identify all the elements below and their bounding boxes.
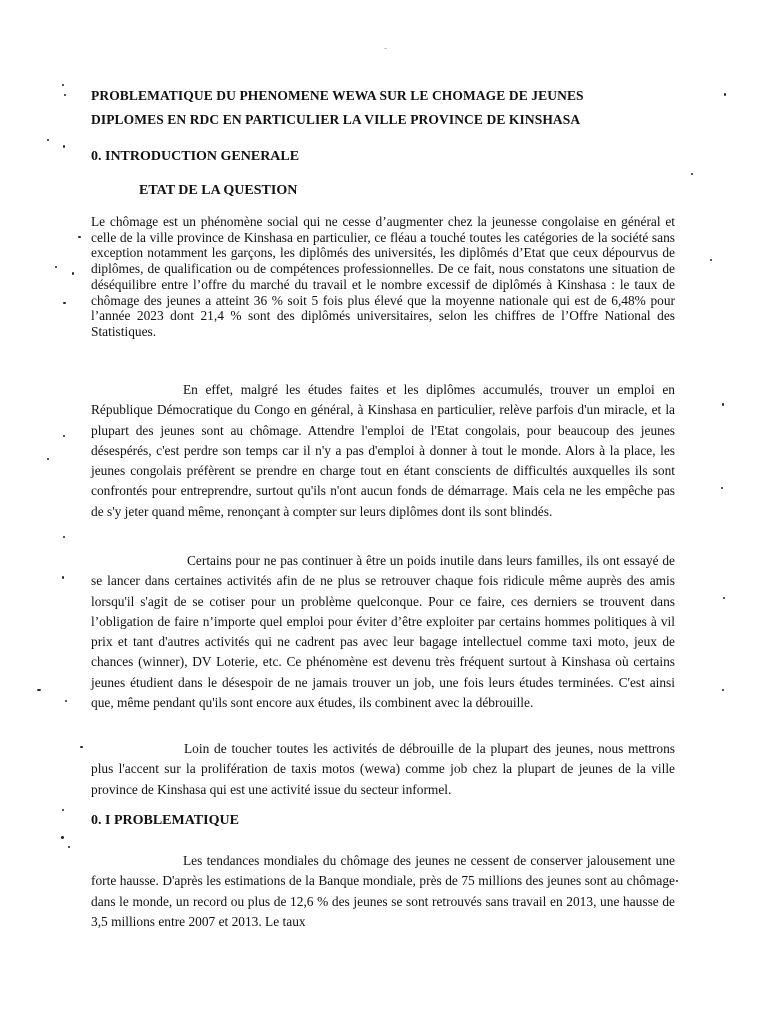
- scan-speck: [80, 746, 83, 748]
- scan-speck: [72, 272, 74, 275]
- scan-speck: [62, 809, 64, 811]
- paragraph-chomage-intro: Le chômage est un phénomène social qui ne cesse d’augmenter chez la jeunesse congolaise en général et celle de la ville province de Kinshasa en particulier, ce fléau a touché toutes les catégories de la société sans exception notamment les garçons, les diplômés des universités, les diplômés d’Etat que ceux dépourvus de diplômes, de qualification ou de compétences professionnelles. De ce fait, nous constatons une situation de déséquilibre entre l’offre du marché du travail et le nombre excessif de diplômés à Kinshasa : le taux de chômage des jeunes a atteint 36 % soit 5 fois plus élevé que la moyenne nationale qui est de 6,48% pour l’année 2023 dont 21,4 % sont des diplômés universitaires, selon les chiffres de l’Offre National des Statistiques.: [91, 214, 675, 339]
- paragraph-en-effet: En effet, malgré les études faites et les diplômes accumulés, trouver un emploi en République Démocratique du Congo en général, à Kinshasa en particulier, relève parfois d'un miracle, et la plupart des jeunes sont au chômage. Attendre l'emploi de l'Etat congolais, pour beaucoup des jeunes désespérés, c'est perdre son temps car il n'y a pas d'emploi à donner à tout le monde. Alors à la place, les jeunes congolais préfèrent se prendre en charge tout en étant conscients de difficultés auxquelles ils sont confrontés pour entreprendre, surtout qu'ils n'ont aucun fonds de démarrage. Mais cela ne les empêche pas de s'y jeter quand même, renonçant à compter sur leurs diplômes dont ils sont blindés.: [91, 382, 675, 519]
- scan-speck: [47, 458, 49, 460]
- scan-speck: [47, 139, 49, 141]
- document-title-line-2: DIPLOMES EN RDC EN PARTICULIER LA VILLE PROVINCE DE KINSHASA: [91, 112, 581, 127]
- scan-speck: [691, 173, 693, 175]
- scan-speck: [721, 487, 723, 489]
- document-title-line-1: PROBLEMATIQUE DU PHENOMENE WEWA SUR LE CHOMAGE DE JEUNES: [91, 88, 584, 103]
- scan-speck: [55, 266, 57, 268]
- scan-speck: [62, 576, 64, 579]
- section-heading-introduction: 0. INTRODUCTION GENERALE: [91, 149, 300, 164]
- scan-speck: [78, 236, 81, 238]
- scan-speck: [63, 536, 65, 538]
- paragraph-loin-de-toucher: Loin de toucher toutes les activités de débrouille de la plupart des jeunes, nous mettrons plus l'accent sur la prolifération de taxis motos (wewa) comme job chez la plupart de jeunes de la ville province de Kinshasa qui est une activité issue du secteur informel.: [91, 741, 675, 797]
- section-heading-problematique: 0. I PROBLEMATIQUE: [91, 813, 239, 828]
- scan-speck: [37, 689, 41, 691]
- scan-speck: [63, 145, 65, 148]
- paragraph-tendances-mondiales: Les tendances mondiales du chômage des jeunes ne cessent de conserver jalousement une forte hausse. D'après les estimations de la Banque mondiale, près de 75 millions des jeunes sont au chômage dans le monde, un record ou plus de 12,6 % des jeunes se sont retrouvés sans travail en 2013, une hausse de 3,5 millions entre 2007 et 2013. Le taux: [91, 853, 675, 929]
- scan-speck: [68, 846, 70, 848]
- scan-speck: [62, 84, 64, 86]
- scan-speck: [710, 259, 712, 261]
- scan-speck: [64, 94, 66, 96]
- scan-speck: [65, 700, 67, 702]
- scan-speck: [722, 403, 724, 406]
- scan-speck: [63, 435, 65, 437]
- paragraph-certains: Certains pour ne pas continuer à être un poids inutile dans leurs familles, ils ont essayé de se lancer dans certaines activités afin de ne plus se retrouver chaque fois ridicule même auprès des amis lorsqu'il s'agit de se cotiser pour un problème quelconque. Pour ce faire, ces derniers se trouvent dans l’obligation de faire n’importe quel emploi pour éviter d’être exploiter par certains hommes politiques à vil prix et tant d'autres activités qui ne cadrent pas avec leur bagage intellectuel comme taxi moto, jeux de chances (winner), DV Loterie, etc. Ce phénomène est devenu très fréquent surtout à Kinshasa où certains jeunes étudient dans le désespoir de ne jamais trouver un job, une fois leurs études terminées. C'est ainsi que, même pendant qu'ils sont encore aux études, ils combinent avec la débrouille.: [91, 553, 675, 711]
- scan-speck: [676, 880, 678, 882]
- scan-speck: [723, 597, 725, 599]
- scan-speck: [61, 836, 64, 839]
- scan-speck: [724, 93, 726, 96]
- scan-speck: [722, 689, 724, 691]
- subsection-heading-etat-de-la-question: ETAT DE LA QUESTION: [139, 183, 298, 198]
- scan-speck: [384, 48, 387, 49]
- scan-speck: [63, 302, 66, 304]
